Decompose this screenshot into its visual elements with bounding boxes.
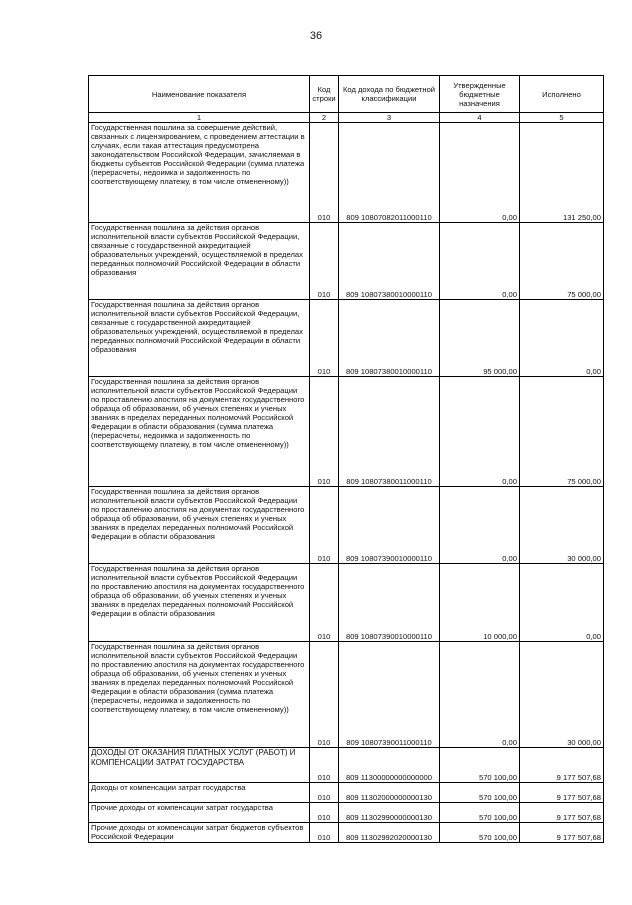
column-number: 5 (520, 113, 604, 123)
executed-amount: 9 177 507,68 (520, 783, 604, 803)
indicator-name: Доходы от компенсации затрат государства (89, 783, 310, 803)
table-row (89, 748, 604, 783)
row-code: 010 (310, 642, 339, 748)
approved-amount: 95 000,00 (440, 300, 520, 377)
table-row (89, 564, 604, 642)
header-executed: Исполнено (520, 76, 604, 113)
row-code: 010 (310, 803, 339, 823)
header-row (89, 76, 604, 113)
indicator-name: Прочие доходы от компенсации затрат бюджетов субъектов Российской Федерации (89, 823, 310, 843)
indicator-name: Государственная пошлина за действия органов исполнительной власти субъектов Российской Федерации по проставлению апостиля на документах государственного образца об образовании, об ученых степенях и ученых званиях в пределах переданных полномочий Российской Федерации в области образования (сумма платежа (перерасчеты, недоимка и задолженность по соответствующему платежу, в том числе отмененному)) (89, 377, 310, 487)
table-row (89, 823, 604, 843)
page-number: 36 (309, 30, 323, 42)
executed-amount: 0,00 (520, 564, 604, 642)
budget-code: 809 10807380010000110 (339, 223, 440, 300)
approved-amount: 570 100,00 (440, 748, 520, 783)
table-row (89, 642, 604, 748)
executed-amount: 30 000,00 (520, 642, 604, 748)
column-number-row (89, 113, 604, 123)
table-row (89, 803, 604, 823)
executed-amount: 0,00 (520, 300, 604, 377)
budget-code: 809 10807380010000110 (339, 300, 440, 377)
indicator-name: Государственная пошлина за действия органов исполнительной власти субъектов Российской Федерации, связанные с государственной аккредитацией образовательных учреждений, осуществляемой в пределах переданных полномочий Российской Федерации в области образования (89, 223, 310, 300)
row-code: 010 (310, 783, 339, 803)
budget-execution-table (88, 75, 604, 843)
budget-code: 809 10807082011000110 (339, 123, 440, 223)
budget-code: 809 11302992020000130 (339, 823, 440, 843)
header-row-code: Код строки (310, 76, 339, 113)
row-code: 010 (310, 823, 339, 843)
executed-amount: 9 177 507,68 (520, 823, 604, 843)
budget-code: 809 11300000000000000 (339, 748, 440, 783)
budget-code: 809 10807390011000110 (339, 642, 440, 748)
indicator-name: Государственная пошлина за действия органов исполнительной власти субъектов Российской Федерации по проставлению апостиля на документах государственного образца об образовании, об ученых степенях и ученых званиях в пределах переданных полномочий Российской Федерации в области образования (сумма платежа (перерасчеты, недоимка и задолженность по соответствующему платежу, в том числе отмененному)) (89, 642, 310, 748)
indicator-name: Государственная пошлина за действия органов исполнительной власти субъектов Российской Федерации по проставлению апостиля на документах государственного образца об образовании, об ученых степенях и ученых званиях в пределах переданных полномочий Российской Федерации в области образования (89, 564, 310, 642)
approved-amount: 0,00 (440, 223, 520, 300)
approved-amount: 570 100,00 (440, 803, 520, 823)
approved-amount: 0,00 (440, 123, 520, 223)
budget-code: 809 10807390010000110 (339, 564, 440, 642)
table-row (89, 123, 604, 223)
header-name: Наименование показателя (89, 76, 310, 113)
approved-amount: 0,00 (440, 642, 520, 748)
executed-amount: 131 250,00 (520, 123, 604, 223)
header-approved: Утвержденные бюджетные назначения (440, 76, 520, 113)
column-number: 3 (339, 113, 440, 123)
indicator-name: Государственная пошлина за действия органов исполнительной власти субъектов Российской Федерации, связанные с государственной аккредитацией образовательных учреждений, осуществляемой в пределах переданных полномочий Российской Федерации в области образования (89, 300, 310, 377)
indicator-name: Прочие доходы от компенсации затрат государства (89, 803, 310, 823)
executed-amount: 75 000,00 (520, 377, 604, 487)
column-number: 1 (89, 113, 310, 123)
executed-amount: 9 177 507,68 (520, 748, 604, 783)
approved-amount: 0,00 (440, 377, 520, 487)
budget-code: 809 11302000000000130 (339, 783, 440, 803)
executed-amount: 75 000,00 (520, 223, 604, 300)
indicator-name: Государственная пошлина за совершение действий, связанных с лицензированием, с проведением аттестации в случаях, если такая аттестация предусмотрена законодательством Российской Федерации, зачисляемая в бюджеты субъектов Российской Федерации (сумма платежа (перерасчеты, недоимка и задолженность по соответствующему платежу, в том числе отмененному)) (89, 123, 310, 223)
budget-code: 809 10807380011000110 (339, 377, 440, 487)
table-row (89, 783, 604, 803)
table-row (89, 223, 604, 300)
table-row (89, 487, 604, 564)
approved-amount: 10 000,00 (440, 564, 520, 642)
executed-amount: 30 000,00 (520, 487, 604, 564)
row-code: 010 (310, 564, 339, 642)
table-row (89, 377, 604, 487)
indicator-name: Государственная пошлина за действия органов исполнительной власти субъектов Российской Федерации по проставлению апостиля на документах государственного образца об образовании, об ученых степенях и ученых званиях в пределах переданных полномочий Российской Федерации в области образования (89, 487, 310, 564)
approved-amount: 0,00 (440, 487, 520, 564)
approved-amount: 570 100,00 (440, 823, 520, 843)
table-row (89, 300, 604, 377)
row-code: 010 (310, 123, 339, 223)
budget-code: 809 10807390010000110 (339, 487, 440, 564)
approved-amount: 570 100,00 (440, 783, 520, 803)
budget-code: 809 11302990000000130 (339, 803, 440, 823)
column-number: 2 (310, 113, 339, 123)
row-code: 010 (310, 487, 339, 564)
row-code: 010 (310, 300, 339, 377)
row-code: 010 (310, 223, 339, 300)
indicator-name: ДОХОДЫ ОТ ОКАЗАНИЯ ПЛАТНЫХ УСЛУГ (РАБОТ) И КОМПЕНСАЦИИ ЗАТРАТ ГОСУДАРСТВА (89, 748, 310, 783)
row-code: 010 (310, 748, 339, 783)
row-code: 010 (310, 377, 339, 487)
executed-amount: 9 177 507,68 (520, 803, 604, 823)
column-number: 4 (440, 113, 520, 123)
header-budget-code: Код дохода по бюджетной классификации (339, 76, 440, 113)
